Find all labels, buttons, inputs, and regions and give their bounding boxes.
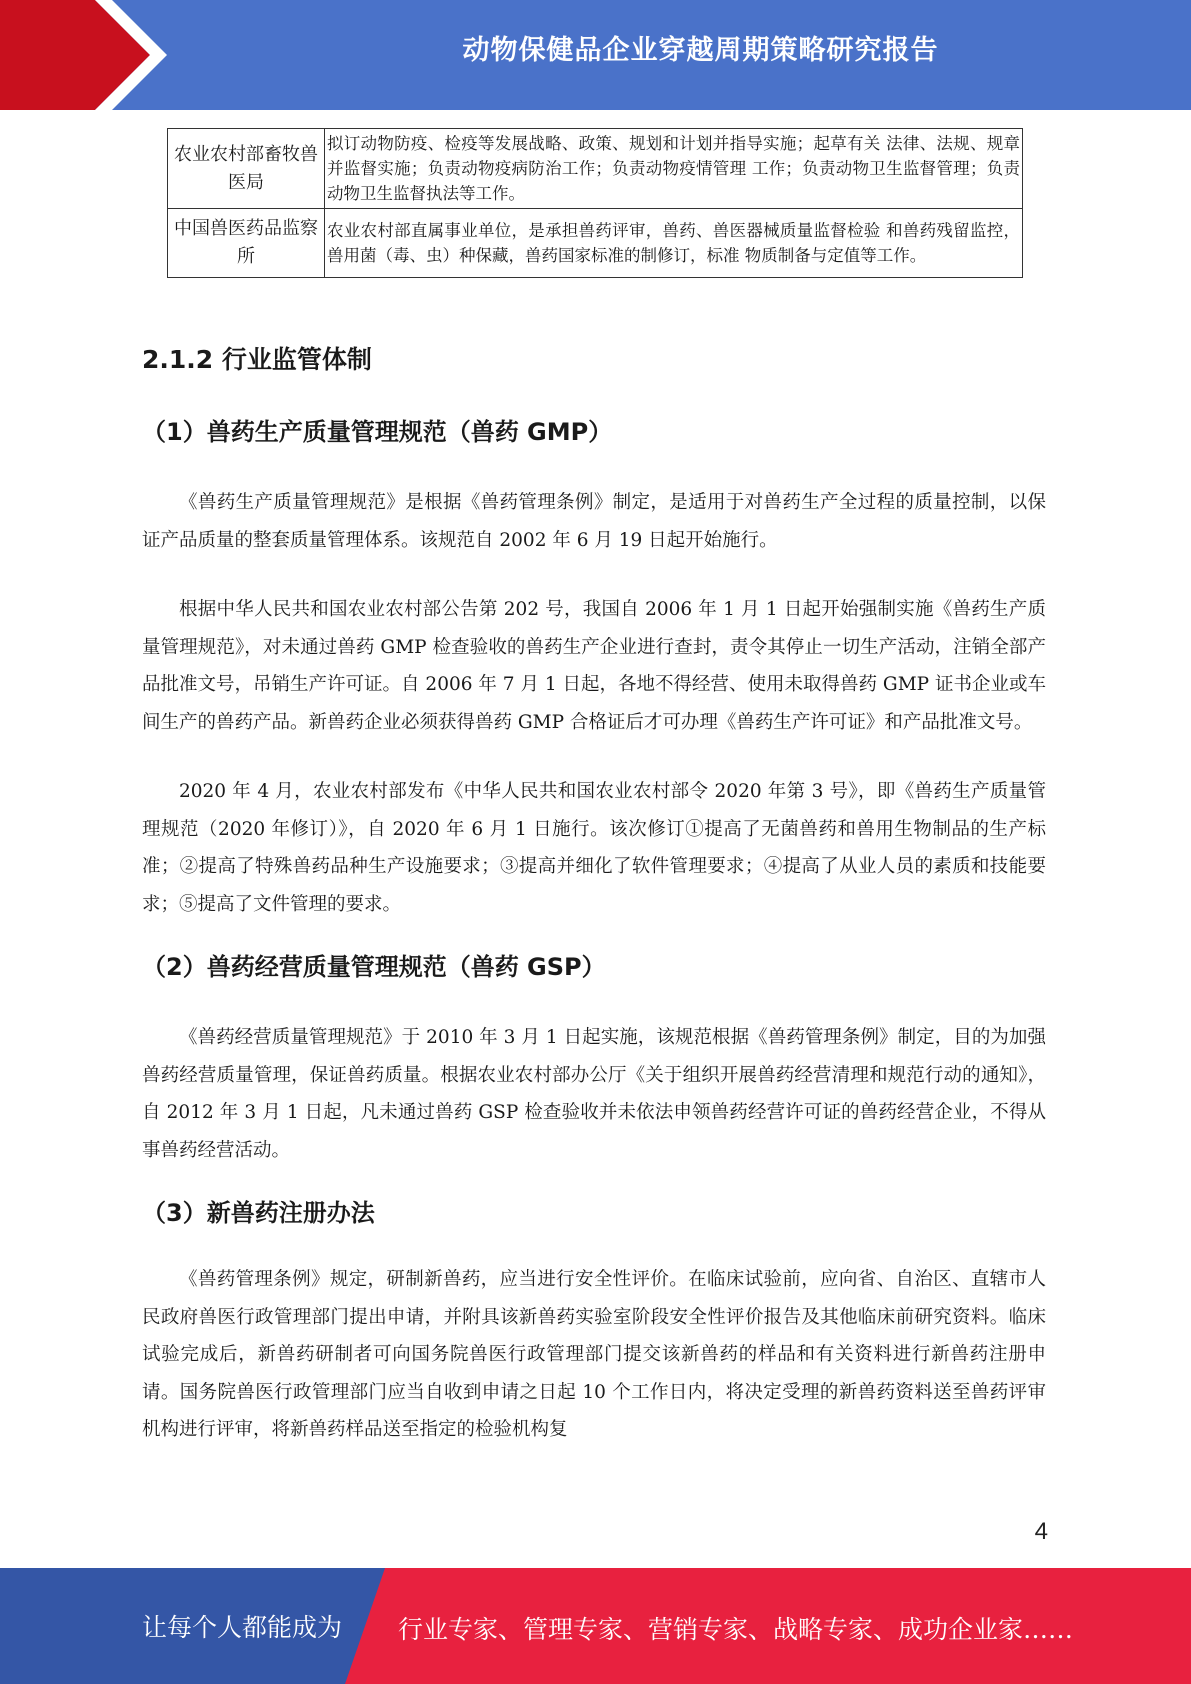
paragraph: 2020 年 4 月，农业农村部发布《中华人民共和国农业农村部令 2020 年第 3 号》，即《兽药生产质量管理规范（2020 年修订）》，自 2020 年 6 月 1 日施行。该次修订①提高了无菌兽药和兽用生物制品的生产标准；②提高了特殊兽药品种生产设施要求；③提高并细化了软件管理要求；④提高了从业人员的素质和技能要求；⑤提高了文件管理的要求。 [142,781,1046,915]
main-content [142,340,1046,1449]
subsection-heading-gsp: （2）兽药经营质量管理规范（兽药 GSP） [142,953,606,981]
paragraph: 根据中华人民共和国农业农村部公告第 202 号，我国自 2006 年 1 月 1 日起开始强制实施《兽药生产质量管理规范》，对未通过兽药 GMP 检查验收的兽药生产企业进行查封，责令其停止一切生产活动，注销全部产品批准文号，吊销生产许可证。自 2006 年 7 月 1 日起，各地不得经营、使用未取得兽药 GMP 证书企业或车间生产的兽药产品。新兽药企业必须获得兽药 GMP 合格证后才可办理《兽药生产许可证》和产品批准文号。 [142,599,1046,733]
paragraph: 《兽药经营质量管理规范》于 2010 年 3 月 1 日起实施，该规范根据《兽药管理条例》制定，目的为加强兽药经营质量管理，保证兽药质量。根据农业农村部办公厅《关于组织开展兽药经营清理和规范行动的通知》，自 2012 年 3 月 1 日起，凡未通过兽药 GSP 检查验收并未依法申领兽药经营许可证的兽药经营企业，不得从事兽药经营活动。 [142,1027,1046,1161]
subsection-heading-gmp: （1）兽药生产质量管理规范（兽药 GMP） [142,418,613,446]
report-title: 动物保健品企业穿越周期策略研究报告 [462,35,939,66]
agency-name: 农业农村部畜牧兽医局 [168,129,325,209]
footer-slogan: 让每个人都能成为 [142,1613,343,1642]
agency-name: 中国兽医药品监察所 [168,209,325,278]
agency-duties: 农业农村部直属事业单位，是承担兽药评审，兽药、兽医器械质量监督检验 和兽药残留监控，兽用菌（毒、虫）种保藏，兽药国家标准的制修订，标准 物质制备与定值等工作。 [325,209,1023,278]
page-number: 4 [1034,1518,1048,1545]
paragraph: 《兽药管理条例》规定，研制新兽药，应当进行安全性评价。在临床试验前，应向省、自治区、直辖市人民政府兽医行政管理部门提出申请，并附具该新兽药实验室阶段安全性评价报告及其他临床前研究资料。临床试验完成后，新兽药研制者可向国务院兽医行政管理部门提交该新兽药的样品和有关资料进行新兽药注册申请。国务院兽医行政管理部门应当自收到申请之日起 10 个工作日内，将决定受理的新兽药资料送至兽药评审机构进行评审，将新兽药样品送至指定的检验机构复 [142,1269,1046,1440]
table-row [168,129,1023,209]
section-heading: 2.1.2 行业监管体制 [142,345,372,374]
agency-duties: 拟订动物防疫、检疫等发展战略、政策、规划和计划并指导实施；起草有关 法律、法规、规章并监督实施；负责动物疫病防治工作；负责动物疫情管理 工作；负责动物卫生监督管理；负责动物卫生监督执法等工作。 [325,129,1023,209]
page-footer [0,1568,1191,1684]
agency-table [167,128,1023,278]
subsection-heading-registration: （3）新兽药注册办法 [142,1199,375,1227]
paragraph: 《兽药生产质量管理规范》是根据《兽药管理条例》制定，是适用于对兽药生产全过程的质量控制，以保证产品质量的整套质量管理体系。该规范自 2002 年 6 月 19 日起开始施行。 [142,492,1046,551]
footer-tagline: 行业专家、管理专家、营销专家、战略专家、成功企业家…… [398,1615,1074,1644]
page-header [0,0,1191,110]
table-row [168,209,1023,278]
